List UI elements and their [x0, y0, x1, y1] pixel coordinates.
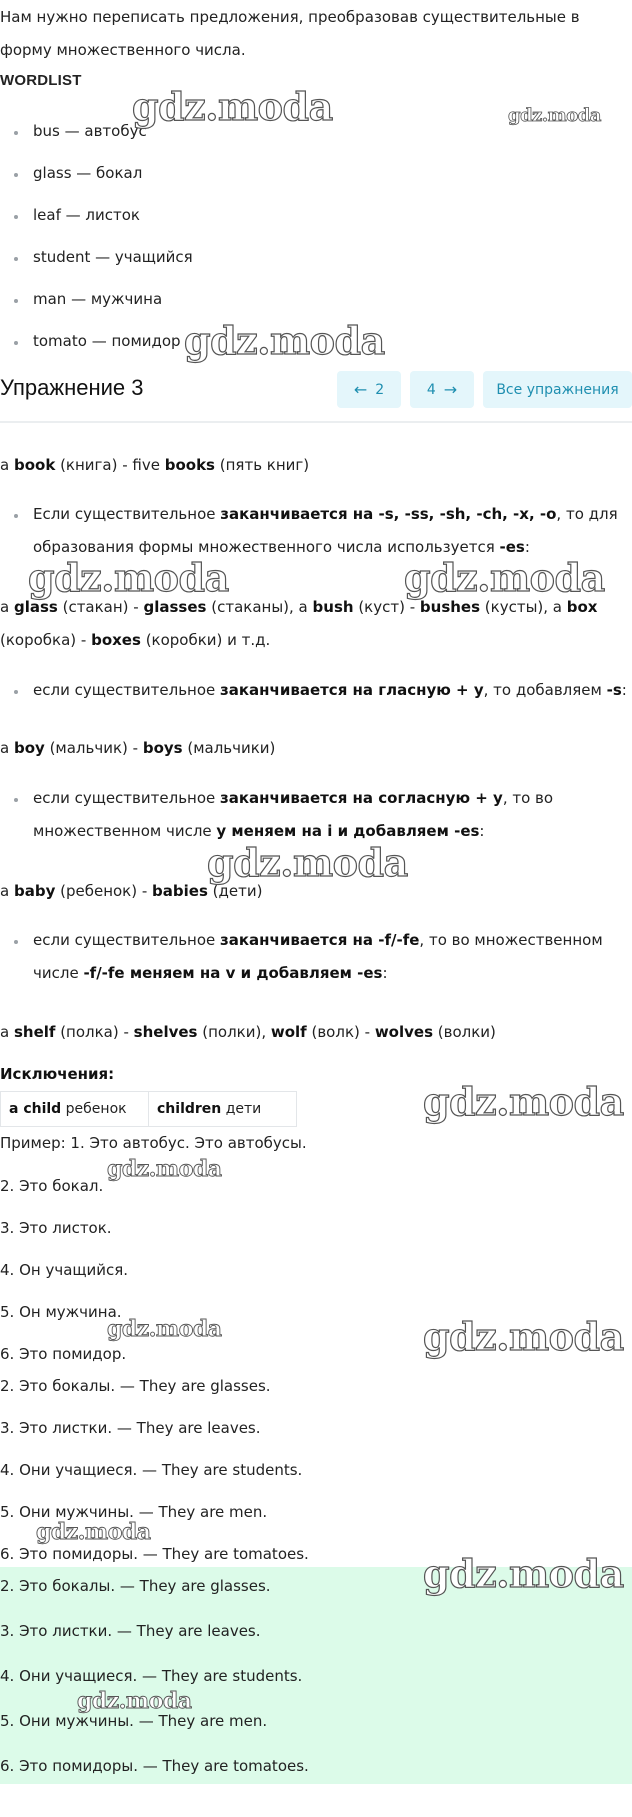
- all-exercises-button[interactable]: [483, 371, 632, 408]
- wordlist-item: man — мужчина: [33, 290, 163, 308]
- bullet-icon: [14, 798, 18, 802]
- bullet-icon: [14, 514, 18, 518]
- intro-line-1: Нам нужно переписать предложения, преобразовав существительные в: [0, 8, 580, 26]
- exercise-title: Упражнение 3: [0, 375, 144, 400]
- bullet-icon: [14, 257, 18, 261]
- next-exercise-button[interactable]: [410, 371, 474, 408]
- rule-3-line-1: если существительное заканчивается на согласную + y, то во: [33, 789, 554, 807]
- watermark: gdz.moda: [36, 1519, 151, 1545]
- example-book: a book (книга) - five books (пять книг): [0, 456, 310, 474]
- answer-line: 2. Это бокалы. — They are glasses.: [0, 1577, 271, 1595]
- watermark: gdz.moda: [107, 1316, 222, 1342]
- bullet-icon: [14, 173, 18, 177]
- divider: [0, 421, 632, 423]
- table-cell: children дети: [149, 1092, 297, 1127]
- watermark: gdz.moda: [107, 1156, 222, 1182]
- answer-line: 6. Это помидоры. — They are tomatoes.: [0, 1757, 309, 1775]
- task-answer: 5. Они мужчины. — They are men.: [0, 1503, 268, 1521]
- rule-4-line-2: числе -f/-fe меняем на v и добавляем -es:: [33, 964, 388, 982]
- watermark: gdz.moda: [207, 840, 408, 885]
- prev-exercise-label: 2: [375, 381, 385, 398]
- task-sentence: 6. Это помидор.: [0, 1345, 127, 1363]
- example-glass-line-1: a glass (стакан) - glasses (стаканы), a bush (куст) - bushes (кусты), a box: [0, 598, 598, 616]
- watermark: gdz.moda: [404, 555, 605, 600]
- rule-1-line-1: Если существительное заканчивается на -s, -ss, -sh, -ch, -x, -o, то для: [33, 505, 618, 523]
- watermark: gdz.moda: [77, 1688, 192, 1714]
- watermark: gdz.moda: [28, 555, 229, 600]
- answer-line: 5. Они мужчины. — They are men.: [0, 1712, 268, 1730]
- wordlist-item: tomato — помидор: [33, 332, 181, 350]
- wordlist-item: leaf — листок: [33, 206, 140, 224]
- next-exercise-label: 4: [426, 381, 436, 398]
- watermark: gdz.moda: [423, 1314, 624, 1359]
- answer-line: 3. Это листки. — They are leaves.: [0, 1622, 261, 1640]
- example-shelf: a shelf (полка) - shelves (полки), wolf (волк) - wolves (волки): [0, 1023, 496, 1041]
- bullet-icon: [14, 215, 18, 219]
- watermark: gdz.moda: [132, 84, 333, 129]
- bullet-icon: [14, 690, 18, 694]
- wordlist-item: bus — автобус: [33, 122, 147, 140]
- task-answer: 2. Это бокалы. — They are glasses.: [0, 1377, 271, 1395]
- task-sentence: 2. Это бокал.: [0, 1177, 104, 1195]
- task-sentence: 4. Он учащийся.: [0, 1261, 129, 1279]
- task-example: Пример: 1. Это автобус. Это автобусы.: [0, 1134, 307, 1152]
- rule-4-line-1: если существительное заканчивается на -f/-fe, то во множественном: [33, 931, 603, 949]
- task-sentence: 5. Он мужчина.: [0, 1303, 122, 1321]
- task-answer: 6. Это помидоры. — They are tomatoes.: [0, 1545, 309, 1563]
- answer-line: 4. Они учащиеся. — They are students.: [0, 1667, 303, 1685]
- bullet-icon: [14, 341, 18, 345]
- table-cell: a child ребенок: [1, 1092, 149, 1127]
- example-glass-line-2: (коробка) - boxes (коробки) и т.д.: [0, 631, 271, 649]
- watermark: gdz.moda: [184, 318, 385, 363]
- rule-2: если существительное заканчивается на гласную + y, то добавляем -s:: [33, 681, 627, 699]
- exceptions-title: Исключения:: [0, 1065, 115, 1083]
- rule-3-line-2: множественном числе y меняем на i и добавляем -es:: [33, 822, 485, 840]
- all-exercises-label: Все упражнения: [496, 381, 619, 398]
- task-answer: 4. Они учащиеся. — They are students.: [0, 1461, 303, 1479]
- exceptions-table: [0, 1091, 297, 1127]
- arrow-left-icon: ←: [353, 380, 368, 399]
- bullet-icon: [14, 940, 18, 944]
- arrow-right-icon: →: [443, 380, 458, 399]
- watermark: gdz.moda: [423, 1079, 624, 1124]
- bullet-icon: [14, 299, 18, 303]
- prev-exercise-button[interactable]: [337, 371, 401, 408]
- watermark: gdz.moda: [508, 105, 601, 126]
- table-row: [1, 1092, 297, 1127]
- example-baby: a baby (ребенок) - babies (дети): [0, 882, 263, 900]
- watermark: gdz.moda: [423, 1551, 624, 1596]
- task-sentence: 3. Это листок.: [0, 1219, 112, 1237]
- example-boy: a boy (мальчик) - boys (мальчики): [0, 739, 276, 757]
- wordlist-title: WORDLIST: [0, 72, 82, 89]
- task-answer: 3. Это листки. — They are leaves.: [0, 1419, 261, 1437]
- wordlist-item: glass — бокал: [33, 164, 143, 182]
- intro-line-2: форму множественного числа.: [0, 41, 246, 59]
- rule-1-line-2: образования формы множественного числа используется -es:: [33, 538, 530, 556]
- wordlist-item: student — учащийся: [33, 248, 193, 266]
- bullet-icon: [14, 131, 18, 135]
